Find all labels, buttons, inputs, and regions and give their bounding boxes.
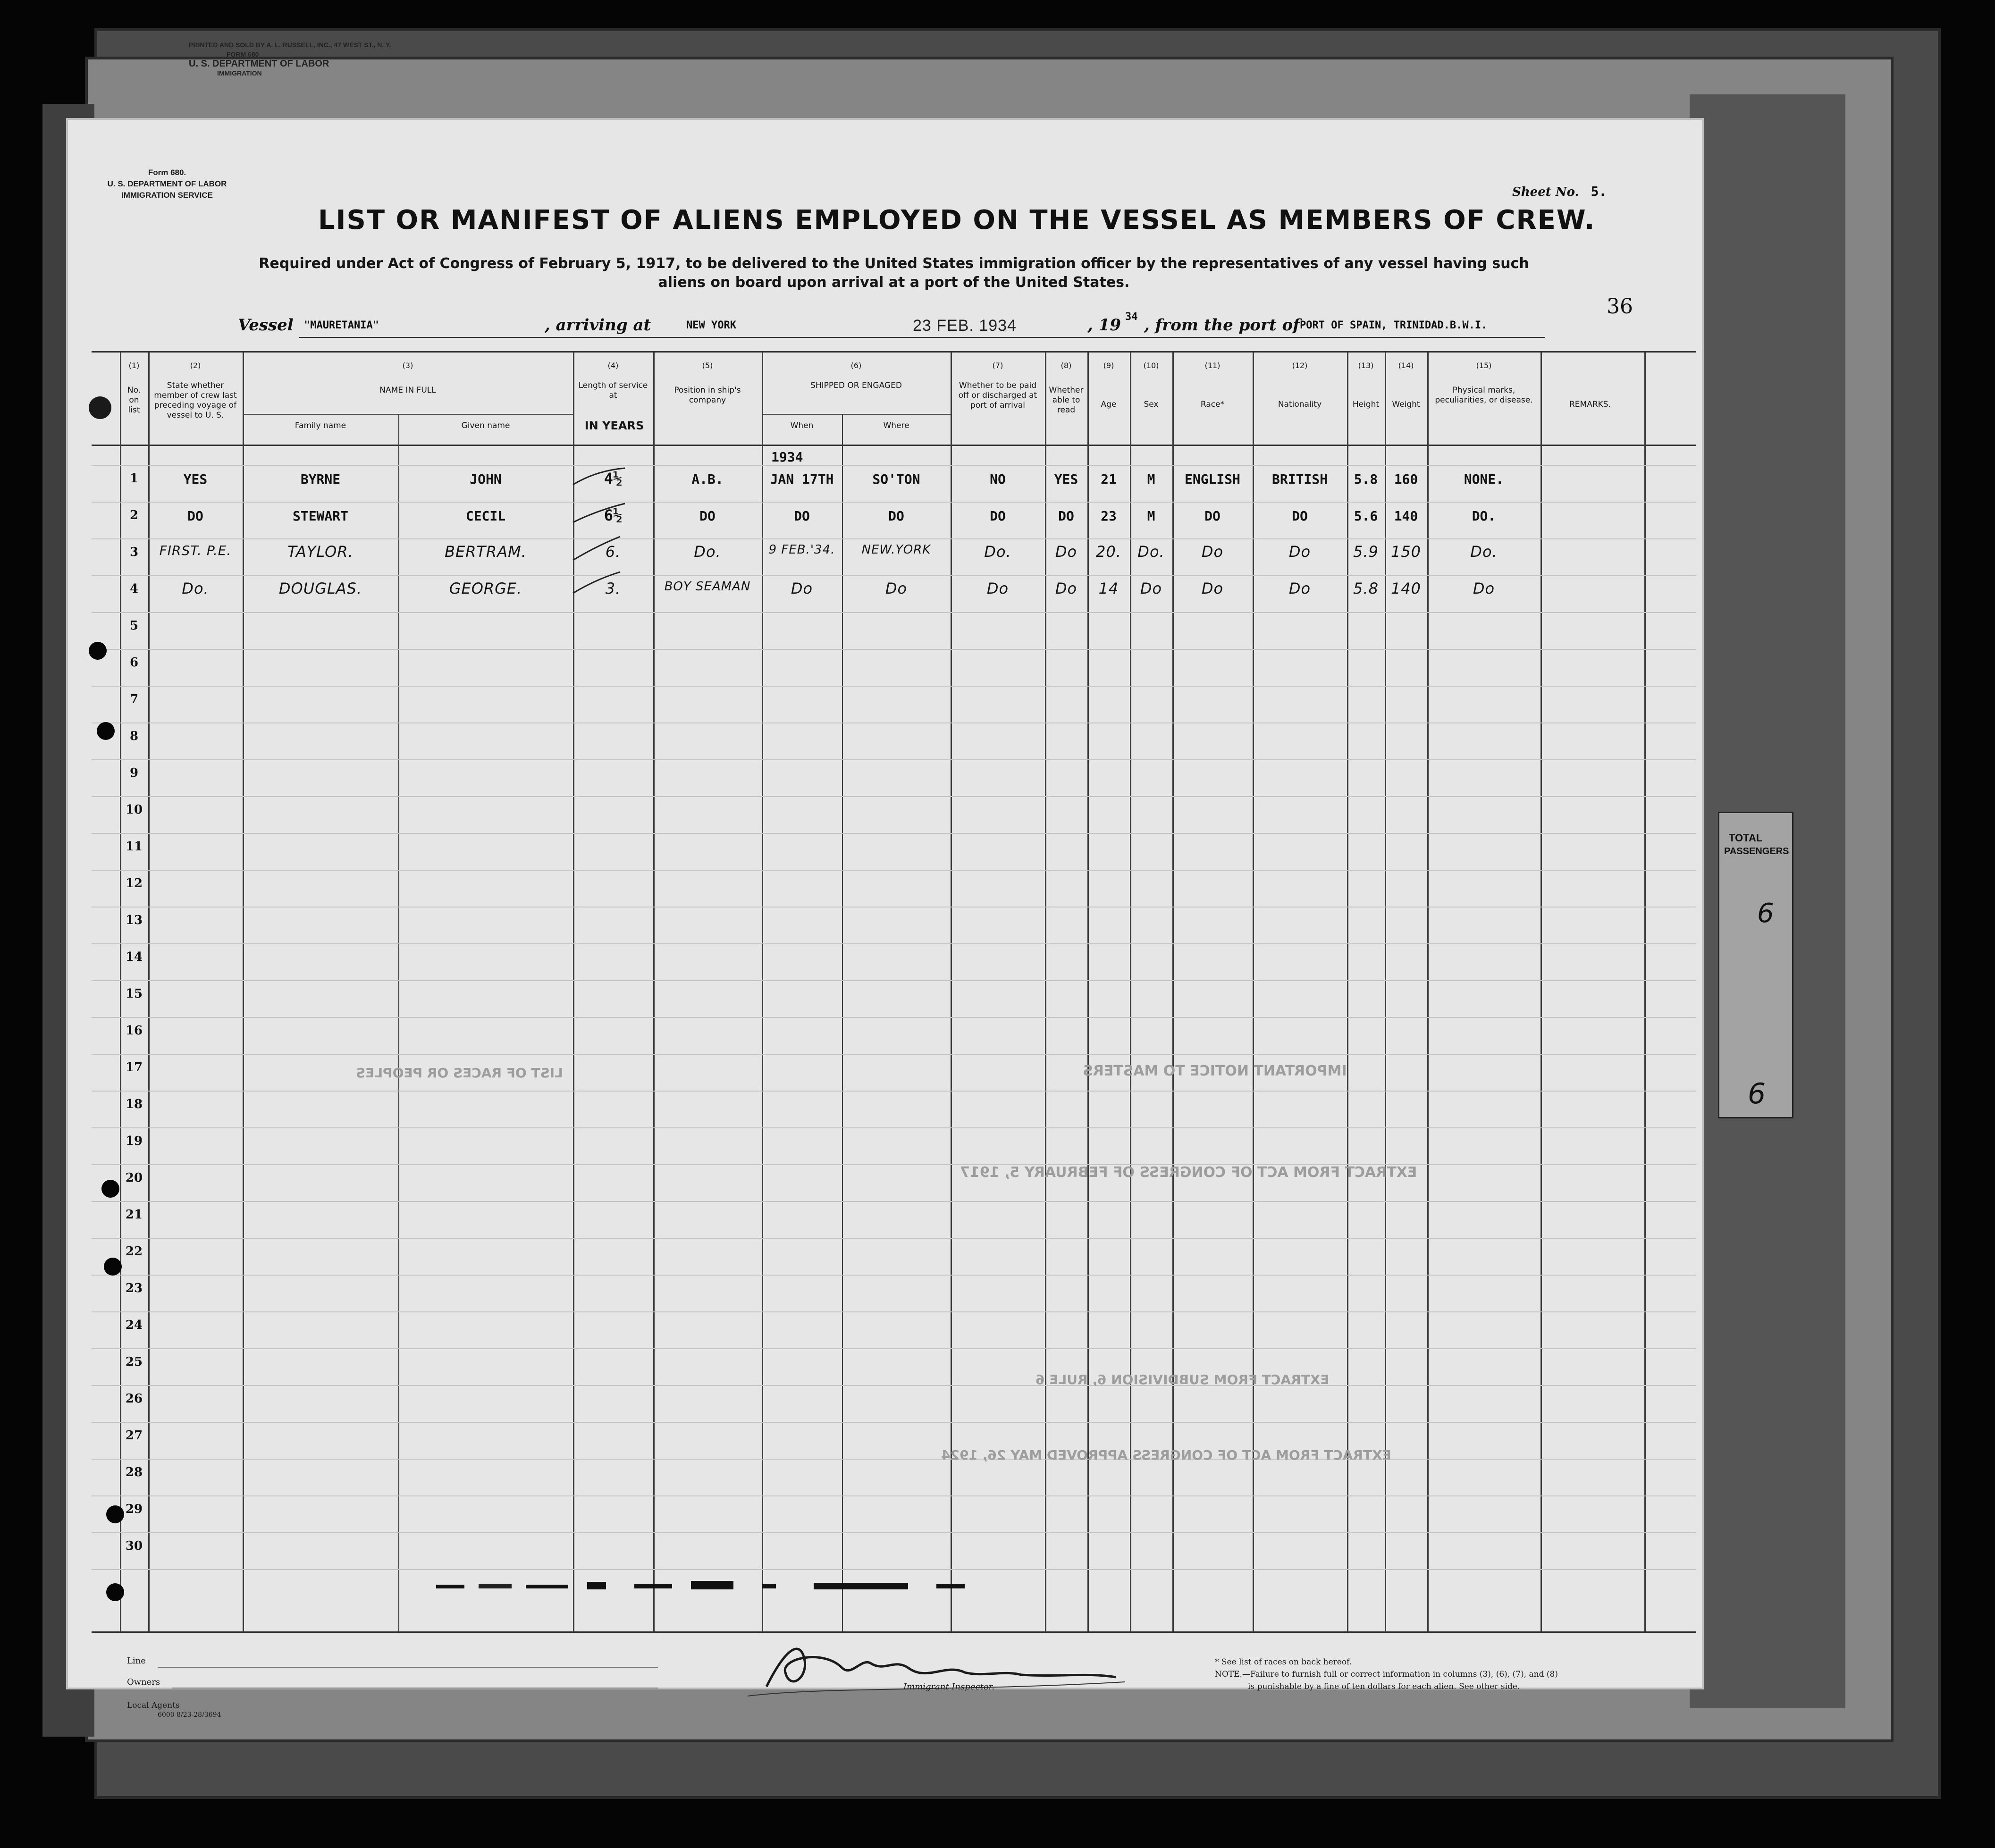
cell-weight: 140 xyxy=(1394,508,1418,524)
cell-given: GEORGE. xyxy=(449,580,522,597)
manifest-page xyxy=(66,118,1704,1719)
header-paid-off: Whether to be paid off or discharged at port of arrival xyxy=(958,381,1037,410)
cell-read: Do xyxy=(1055,543,1077,561)
row-number: 9 xyxy=(129,766,139,780)
row-number: 17 xyxy=(125,1060,143,1075)
row-line xyxy=(92,1164,1696,1165)
cell-weight: 150 xyxy=(1390,543,1422,561)
row-number: 28 xyxy=(125,1465,143,1479)
cell-when: JAN 17TH xyxy=(770,471,834,487)
row-line xyxy=(92,1385,1696,1386)
col-num-15: (15) xyxy=(1476,361,1492,370)
printer-imprint: PRINTED AND SOLD BY A. L. RUSSELL, INC., 47 WEST ST., N. Y. FORM 680 U. S. DEPARTMENT OF LABOR IMMIGRATION xyxy=(189,41,391,77)
page-title: LIST OR MANIFEST OF ALIENS EMPLOYED ON THE VESSEL AS MEMBERS OF CREW. xyxy=(318,205,1596,235)
col-num-2: (2) xyxy=(190,361,201,370)
binder-hole xyxy=(101,1180,119,1198)
vessel-line xyxy=(238,311,1607,339)
cell-read: YES xyxy=(1054,471,1078,487)
manifest-table xyxy=(92,351,1696,1633)
cell-family: STEWART xyxy=(292,508,348,524)
row-number: 20 xyxy=(125,1171,143,1185)
check-marks xyxy=(568,466,639,617)
cell-position: Do. xyxy=(694,543,721,561)
passenger-total-tab xyxy=(1718,812,1793,1118)
col-num-6: (6) xyxy=(850,361,862,370)
binder-hole xyxy=(89,642,107,660)
tab-label-passengers: PASSENGERS xyxy=(1724,846,1789,857)
ink-smudge-strip xyxy=(436,1578,1050,1597)
binder-hole xyxy=(104,1258,122,1276)
header-when: When xyxy=(790,421,814,430)
row-number: 5 xyxy=(129,619,139,633)
header-shipped-divider xyxy=(762,414,951,415)
row-number: 29 xyxy=(125,1502,143,1516)
header-height: Height xyxy=(1352,400,1380,409)
row-line xyxy=(92,1311,1696,1312)
footer-form-code: 6000 8/23-28/3694 xyxy=(158,1711,221,1719)
header-position: Position in ship's company xyxy=(674,386,741,405)
sheet-number: Sheet No. 5. xyxy=(1512,184,1607,199)
cell-when: 9 FEB.'34. xyxy=(768,543,835,557)
cell-state: Do. xyxy=(182,580,209,597)
cell-given: CECIL xyxy=(465,508,506,524)
row-line xyxy=(92,1054,1696,1055)
vessel-underline xyxy=(299,337,1545,338)
vessel-label: Vessel xyxy=(238,316,294,335)
footer-owners-label: Owners xyxy=(127,1677,160,1687)
footer-line-label: Line xyxy=(127,1656,146,1666)
row-number: 13 xyxy=(125,913,143,927)
header-in-years: IN YEARS xyxy=(584,419,644,432)
header-length: Length of service at xyxy=(578,381,648,400)
cell-where: DO xyxy=(888,508,904,524)
cell-paid-off: NO xyxy=(990,471,1006,487)
cell-where: SO'TON xyxy=(872,471,920,487)
year-note: 1934 xyxy=(771,449,803,465)
row-line xyxy=(92,649,1696,650)
footer-line-rule xyxy=(158,1667,658,1668)
header-where: Where xyxy=(883,421,909,430)
col-num-5: (5) xyxy=(702,361,713,370)
col-num-3: (3) xyxy=(402,361,413,370)
cell-race: DO xyxy=(1204,508,1221,524)
bleed-through-races: LIST OF RACES OR PEOPLES xyxy=(356,1065,563,1081)
row-line xyxy=(92,1532,1696,1533)
cell-state: FIRST. P.E. xyxy=(159,543,232,558)
cell-race: ENGLISH xyxy=(1184,471,1240,487)
cell-height: 5.9 xyxy=(1353,543,1379,561)
row-number: 14 xyxy=(125,950,143,964)
cell-state: DO xyxy=(187,508,203,524)
col-num-4: (4) xyxy=(607,361,619,370)
row-number: 22 xyxy=(125,1244,143,1259)
row-line xyxy=(92,1495,1696,1496)
arriving-port: NEW YORK xyxy=(686,319,736,331)
cell-sex: M xyxy=(1147,508,1155,524)
cell-nationality: Do xyxy=(1288,543,1311,561)
from-label: , from the port of xyxy=(1144,316,1300,335)
cell-family: TAYLOR. xyxy=(287,543,354,561)
row-line xyxy=(92,1201,1696,1202)
header-shipped: SHIPPED OR ENGAGED xyxy=(810,381,902,390)
cell-sex: Do xyxy=(1140,580,1162,597)
header-marks: Physical marks, peculiarities, or disease. xyxy=(1435,386,1533,405)
col-num-13: (13) xyxy=(1358,361,1374,370)
col-num-1: (1) xyxy=(128,361,140,370)
arriving-label: , arriving at xyxy=(545,316,651,335)
header-bottom-line xyxy=(92,445,1696,446)
cell-given: JOHN xyxy=(470,471,502,487)
row-number: 26 xyxy=(125,1392,143,1406)
cell-nationality: BRITISH xyxy=(1271,471,1328,487)
binder-hole xyxy=(89,396,111,419)
row-line xyxy=(92,980,1696,981)
col-num-7: (7) xyxy=(992,361,1003,370)
row-number: 23 xyxy=(125,1281,143,1295)
col-num-14: (14) xyxy=(1398,361,1414,370)
year-label: , 19 xyxy=(1087,316,1121,335)
row-line xyxy=(92,575,1696,576)
col-num-10: (10) xyxy=(1143,361,1159,370)
row-line xyxy=(92,538,1696,539)
cell-race: Do xyxy=(1201,580,1224,597)
header-nationality: Nationality xyxy=(1278,400,1322,409)
cell-read: DO xyxy=(1058,508,1074,524)
col-num-9: (9) xyxy=(1103,361,1114,370)
cell-race: Do xyxy=(1201,543,1224,561)
row-line xyxy=(92,686,1696,687)
row-number: 12 xyxy=(125,876,143,890)
cell-age: 21 xyxy=(1101,471,1117,487)
cell-position: BOY SEAMAN xyxy=(664,580,751,594)
cell-height: 5.8 xyxy=(1353,580,1379,597)
bleed-through-extract-3: EXTRACT FROM ACT OF CONGRESS APPROVED MAY 26, 1924 xyxy=(941,1447,1391,1463)
cell-weight: 140 xyxy=(1390,580,1422,597)
row-number: 8 xyxy=(129,729,139,743)
header-age: Age xyxy=(1101,400,1117,409)
cell-paid-off: DO xyxy=(990,508,1006,524)
row-line xyxy=(92,465,1696,466)
row-line xyxy=(92,759,1696,760)
cell-where: NEW.YORK xyxy=(861,543,931,557)
cell-when: DO xyxy=(794,508,810,524)
cell-family: BYRNE xyxy=(300,471,341,487)
header-remarks: REMARKS. xyxy=(1569,400,1611,409)
cell-given: BERTRAM. xyxy=(445,543,527,561)
row-line xyxy=(92,1238,1696,1239)
cell-sex: Do. xyxy=(1137,543,1165,561)
row-number: 30 xyxy=(125,1539,143,1553)
bleed-through-extract-1: EXTRACT FROM ACT OF CONGRESS OF FEBRUARY 5, 1917 xyxy=(960,1164,1417,1181)
col-num-11: (11) xyxy=(1204,361,1221,370)
cell-where: Do xyxy=(885,580,908,597)
col-line xyxy=(1644,353,1646,1631)
row-number: 25 xyxy=(125,1355,143,1369)
row-line xyxy=(92,1569,1696,1570)
cell-length: 4½ xyxy=(604,470,623,487)
col-line xyxy=(1540,353,1542,1631)
header-weight: Weight xyxy=(1392,400,1420,409)
row-number: 3 xyxy=(129,545,139,559)
cell-family: DOUGLAS. xyxy=(278,580,362,597)
cell-position: DO xyxy=(699,508,716,524)
cell-marks: DO. xyxy=(1472,508,1496,524)
cell-length: 6½ xyxy=(604,506,623,524)
header-sex: Sex xyxy=(1144,400,1159,409)
header-read: Whether able to read xyxy=(1049,386,1084,415)
cell-sex: M xyxy=(1147,471,1155,487)
cell-weight: 160 xyxy=(1394,471,1418,487)
cell-marks: Do xyxy=(1473,580,1495,597)
tab-value-2: 6 xyxy=(1748,1077,1766,1110)
header-family: Family name xyxy=(295,421,346,430)
cell-paid-off: Do. xyxy=(984,543,1011,561)
row-line xyxy=(92,1422,1696,1423)
cell-marks: Do. xyxy=(1470,543,1498,561)
bleed-through-extract-2: EXTRACT FROM SUBDIVISION 6, RULE 6 xyxy=(1035,1372,1330,1387)
cell-age: 23 xyxy=(1101,508,1117,524)
header-race: Race* xyxy=(1200,400,1225,409)
row-number: 11 xyxy=(125,840,143,854)
row-number: 15 xyxy=(125,987,143,1001)
row-number: 6 xyxy=(129,655,139,670)
tab-value-1: 6 xyxy=(1757,898,1774,929)
row-number: 24 xyxy=(125,1318,143,1332)
cell-when: Do xyxy=(791,580,813,597)
cell-age: 14 xyxy=(1098,580,1119,597)
col-num-12: (12) xyxy=(1292,361,1308,370)
vessel-name: "MAURETANIA" xyxy=(304,319,379,331)
tab-label-total: TOTAL xyxy=(1729,832,1763,844)
row-line xyxy=(92,796,1696,797)
header-no: No. on list xyxy=(127,386,141,415)
row-line xyxy=(92,1348,1696,1349)
row-line xyxy=(92,502,1696,503)
row-line xyxy=(92,943,1696,944)
cell-position: A.B. xyxy=(691,471,724,487)
binder-hole xyxy=(106,1505,124,1523)
row-number: 2 xyxy=(129,508,139,522)
col-num-8: (8) xyxy=(1061,361,1072,370)
year-value: 34 xyxy=(1125,311,1138,323)
cell-state: YES xyxy=(183,471,208,487)
row-line xyxy=(92,1091,1696,1092)
row-line xyxy=(92,1459,1696,1460)
form-id-block: Form 680. U. S. DEPARTMENT OF LABOR IMMIGRATION SERVICE xyxy=(107,168,227,200)
bleed-through-notice: IMPORTANT NOTICE TO MASTERS xyxy=(1083,1063,1347,1079)
inspector-label: Immigrant Inspector. xyxy=(903,1682,995,1692)
row-line xyxy=(92,1127,1696,1128)
cell-length: 3. xyxy=(605,580,621,597)
binder-hole xyxy=(97,722,115,740)
subtitle: Required under Act of Congress of February 5, 1917, to be delivered to the United States immigration officer by the representatives of any vessel having such aliens on board upon arrival at a port of the United States. xyxy=(259,255,1529,291)
from-port: PORT OF SPAIN, TRINIDAD.B.W.I. xyxy=(1300,319,1488,331)
row-line xyxy=(92,833,1696,834)
header-state: State whether member of crew last preceding voyage of vessel to U. S. xyxy=(154,381,237,420)
footer-agents-label: Local Agents xyxy=(127,1701,180,1710)
header-name-divider xyxy=(243,414,573,415)
row-line xyxy=(92,722,1696,723)
cell-height: 5.6 xyxy=(1354,508,1378,524)
row-line xyxy=(92,1275,1696,1276)
binder-hole xyxy=(106,1583,124,1601)
cell-nationality: DO xyxy=(1292,508,1308,524)
row-number: 7 xyxy=(129,692,139,706)
date-stamp: 23 FEB. 1934 xyxy=(913,317,1017,335)
row-line xyxy=(92,1017,1696,1018)
footer-note: * See list of races on back hereof. NOTE.—Failure to furnish full or correct information in columns (3), (6), (7), and (8) is punishable by a fine of ten dollars for each alien. See other side. xyxy=(1215,1657,1558,1691)
row-number: 21 xyxy=(125,1208,143,1222)
row-number: 19 xyxy=(125,1134,143,1148)
header-name: NAME IN FULL xyxy=(379,386,436,395)
row-line xyxy=(92,870,1696,871)
row-number: 1 xyxy=(129,471,139,486)
row-number: 18 xyxy=(125,1097,143,1111)
row-number: 16 xyxy=(125,1024,143,1038)
row-number: 10 xyxy=(125,803,143,817)
page-number: 36 xyxy=(1607,294,1633,319)
cell-height: 5.8 xyxy=(1354,471,1378,487)
row-number: 27 xyxy=(125,1428,143,1443)
cell-length: 6. xyxy=(605,543,621,561)
cell-marks: NONE. xyxy=(1464,471,1504,487)
cell-read: Do xyxy=(1055,580,1077,597)
cell-age: 20. xyxy=(1096,543,1121,561)
cell-nationality: Do xyxy=(1288,580,1311,597)
row-number: 4 xyxy=(129,582,139,596)
cell-paid-off: Do xyxy=(986,580,1009,597)
header-given: Given name xyxy=(461,421,510,430)
row-line xyxy=(92,612,1696,613)
